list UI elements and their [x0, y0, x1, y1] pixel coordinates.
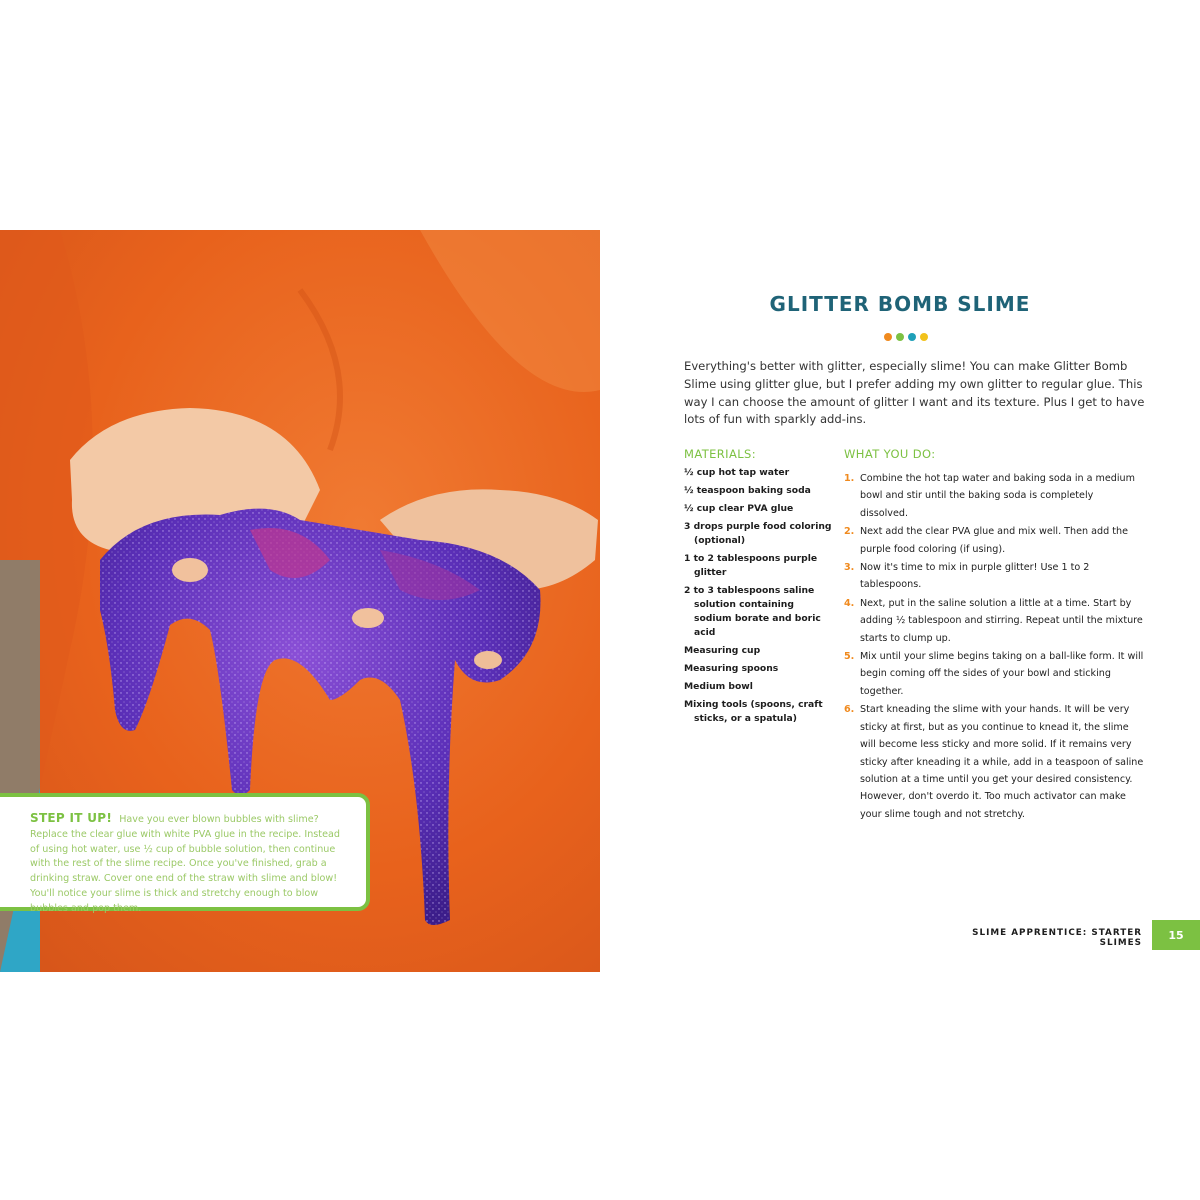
green-dot — [896, 333, 904, 341]
materials-list — [684, 466, 834, 730]
teal-dot — [908, 333, 916, 341]
step-item — [844, 648, 1144, 700]
materials-heading: MATERIALS: — [684, 447, 757, 461]
title-dot-divider — [884, 333, 928, 341]
step-text: Combine the hot tap water and baking soda in a medium bowl and stir until the baking soda is completely dissolved. — [860, 473, 1135, 519]
steps-list — [844, 470, 1144, 824]
material-item: ½ cup clear PVA glue — [684, 503, 794, 514]
step-item — [844, 701, 1144, 823]
step-text: Next, put in the saline solution a little at a time. Start by adding ½ tablespoon and stirring. Repeat until the mixture starts to clump up. — [860, 597, 1143, 644]
step-item — [844, 559, 1144, 594]
step-number: 1. — [844, 473, 855, 484]
material-item: ½ teaspoon baking soda — [684, 485, 811, 496]
yellow-dot — [920, 333, 928, 341]
material-item: 2 to 3 tablespoons saline solution containing sodium borate and boric acid — [684, 585, 821, 638]
step-text: Now it's time to mix in purple glitter! Use 1 to 2 tablespoons. — [860, 562, 1090, 591]
step-item — [844, 523, 1144, 558]
slime-photo — [0, 230, 600, 972]
material-item: ½ cup hot tap water — [684, 467, 790, 478]
step-number: 6. — [844, 704, 855, 716]
step-text: Next add the clear PVA glue and mix well. Then add the purple food coloring (if using). — [860, 526, 1128, 555]
step-number: 4. — [844, 597, 855, 609]
recipe-page — [600, 230, 1200, 972]
step-text: Mix until your slime begins taking on a ball-like form. It will begin coming off the sides of your bowl and sticking together. — [860, 651, 1144, 697]
step-number: 2. — [844, 526, 855, 538]
step-number: 5. — [844, 651, 855, 663]
tip-text: Have you ever blown bubbles with slime? Replace the clear glue with white PVA glue in the recipe. Instead of using hot water, use ½ cup of bubble solution, then continue with the rest of the slime recipe. Once you've finished, grab a drinking straw. Cover one end of the straw with slime and blow! You'll notice your slime is thick and stretchy enough to blow bubbles and pop them. — [30, 814, 340, 914]
steps-heading: WHAT YOU DO: — [844, 447, 936, 461]
step-item — [844, 595, 1144, 647]
material-item: Measuring spoons — [684, 663, 779, 674]
step-number: 3. — [844, 562, 855, 574]
intro-paragraph: Everything's better with glitter, especially slime! You can make Glitter Bomb Slime using glitter glue, but I prefer adding my own glitter to regular glue. This way I can choose the amount of glitter I want and its texture. Plus I get to have lots of fun with sparkly add-ins. — [684, 359, 1145, 427]
material-item: 1 to 2 tablespoons purple glitter — [684, 553, 818, 578]
page-number-tab: 15 — [1152, 920, 1200, 950]
material-item: 3 drops purple food coloring (optional) — [684, 521, 832, 546]
material-item: Mixing tools (spoons, craft sticks, or a spatula) — [684, 699, 823, 724]
tip-heading: STEP IT UP! — [30, 811, 113, 825]
orange-dot — [884, 333, 892, 341]
step-it-up-tip-box — [0, 793, 370, 914]
step-text: Start kneading the slime with your hands. It will be very sticky at first, but as you continue to knead it, the slime will become less sticky and more solid. If it remains very sticky after kneading it a while, add in a teaspoon of saline solution at a time until you get your desired consistency. However, don't overdo it. Too much activator can make your slime tough and not stretchy. — [860, 704, 1144, 820]
material-item: Medium bowl — [684, 681, 753, 692]
material-item: Measuring cup — [684, 645, 761, 656]
step-item — [844, 470, 1144, 522]
book-spread — [0, 230, 1200, 972]
running-footer: SLIME APPRENTICE: STARTER SLIMES — [972, 928, 1142, 948]
page-title: GLITTER BOMB SLIME — [769, 292, 1031, 316]
